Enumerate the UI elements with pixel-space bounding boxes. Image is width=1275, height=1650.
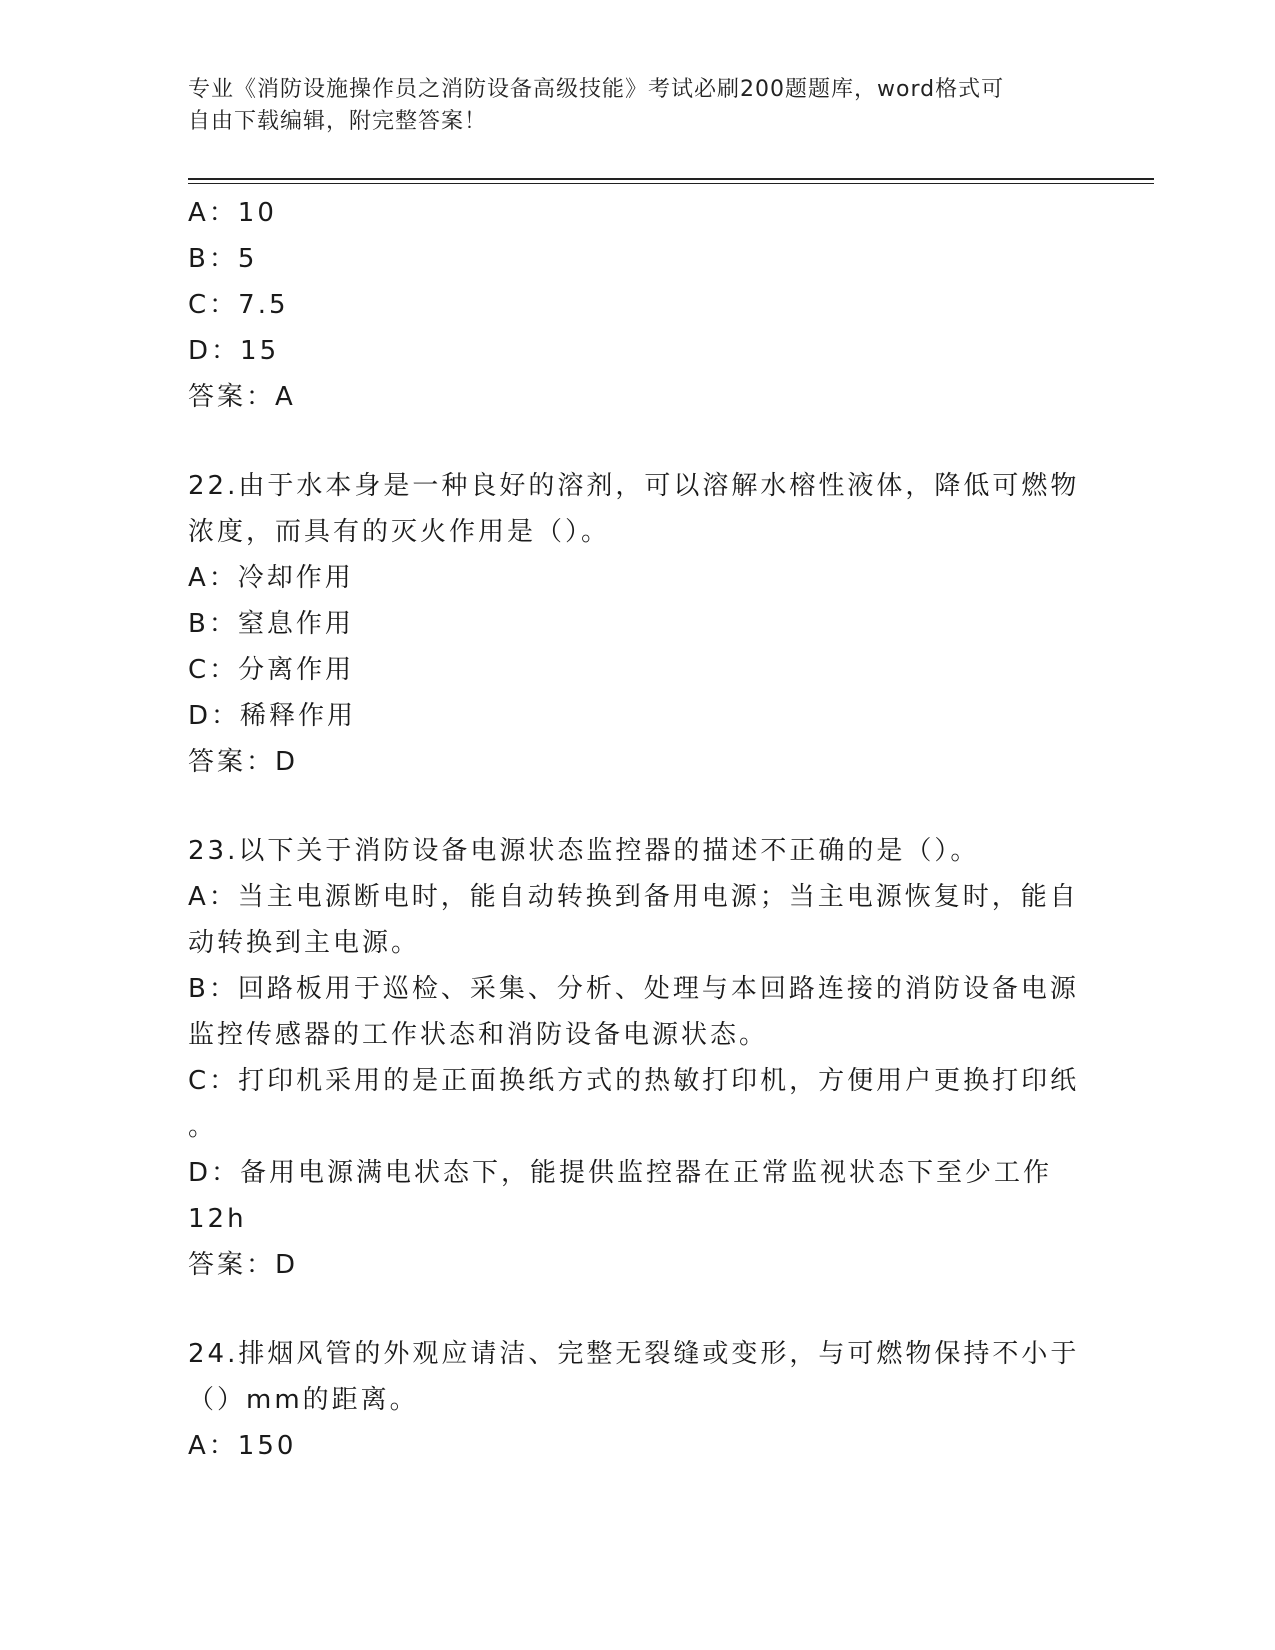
answer: 答案：D bbox=[188, 747, 299, 777]
option-c: C：分离作用 bbox=[188, 655, 355, 685]
option-a: A：150 bbox=[188, 1431, 297, 1461]
option-d: D：稀释作用 bbox=[188, 701, 357, 731]
option-line: D：备用电源满电状态下，能提供监控器在正常监视状态下至少工作 bbox=[188, 1158, 1053, 1188]
question-21-options bbox=[188, 190, 1088, 420]
question-stem-line: 浓度，而具有的灭火作用是（）。 bbox=[188, 517, 611, 547]
option-b: B：5 bbox=[188, 244, 258, 274]
option-a: A：10 bbox=[188, 198, 277, 228]
option-line: B：回路板用于巡检、采集、分析、处理与本回路连接的消防设备电源 bbox=[188, 974, 1079, 1004]
question-24 bbox=[188, 1331, 1088, 1469]
option-c: C：7.5 bbox=[188, 290, 289, 320]
question-stem-line: 24.排烟风管的外观应请洁、完整无裂缝或变形，与可燃物保持不小于 bbox=[188, 1339, 1080, 1369]
option-line: 。 bbox=[188, 1112, 218, 1142]
answer: 答案：A bbox=[188, 382, 296, 412]
header-rule-thin bbox=[188, 183, 1154, 184]
question-stem-line: 22.由于水本身是一种良好的溶剂，可以溶解水榕性液体，降低可燃物 bbox=[188, 471, 1080, 501]
option-line: 动转换到主电源。 bbox=[188, 928, 421, 958]
header-rule-thick bbox=[188, 178, 1154, 180]
document-header bbox=[188, 74, 1068, 138]
option-line: 监控传感器的工作状态和消防设备电源状态。 bbox=[188, 1020, 769, 1050]
option-line: A：当主电源断电时，能自动转换到备用电源；当主电源恢复时，能自 bbox=[188, 882, 1079, 912]
question-23 bbox=[188, 828, 1088, 1288]
question-22 bbox=[188, 463, 1088, 785]
option-line: 12h bbox=[188, 1204, 247, 1234]
option-d: D：15 bbox=[188, 336, 280, 366]
answer: 答案：D bbox=[188, 1250, 299, 1280]
header-line-1: 专业《消防设施操作员之消防设备高级技能》考试必刷200题题库，word格式可 bbox=[188, 77, 1005, 102]
option-a: A：冷却作用 bbox=[188, 563, 354, 593]
spacer bbox=[188, 420, 1088, 463]
option-b: B：窒息作用 bbox=[188, 609, 354, 639]
spacer bbox=[188, 1288, 1088, 1331]
question-stem-line: 23.以下关于消防设备电源状态监控器的描述不正确的是（）。 bbox=[188, 836, 980, 866]
spacer bbox=[188, 785, 1088, 828]
header-line-2: 自由下载编辑，附完整答案！ bbox=[188, 109, 488, 134]
option-line: C：打印机采用的是正面换纸方式的热敏打印机，方便用户更换打印纸 bbox=[188, 1066, 1080, 1096]
question-list bbox=[188, 190, 1088, 1469]
question-stem-line: （）mm的距离。 bbox=[188, 1385, 419, 1415]
